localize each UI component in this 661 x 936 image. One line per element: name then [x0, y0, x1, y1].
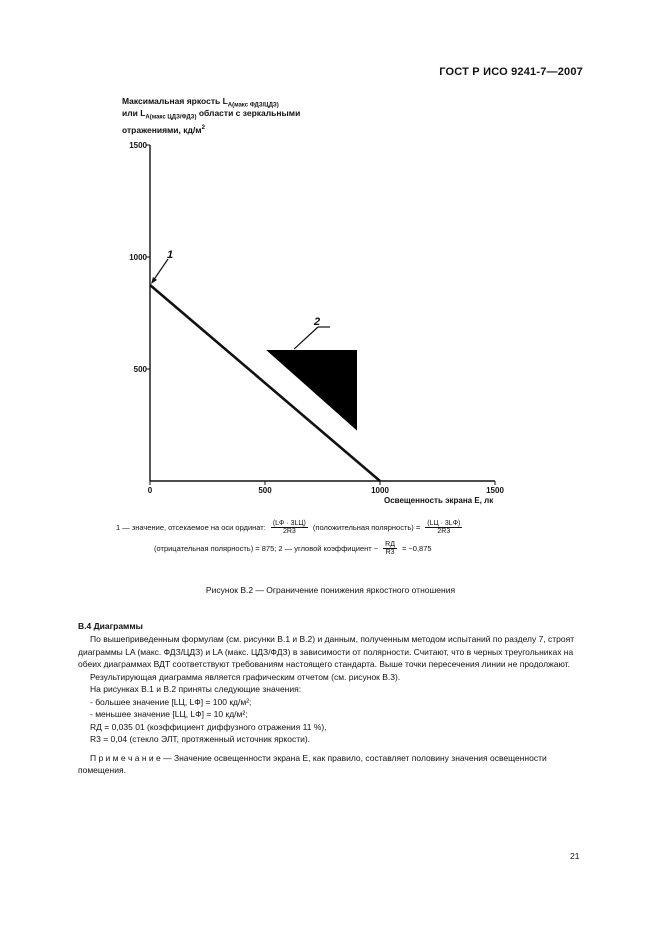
paragraph-7: R3 = 0,04 (стекло ЭЛТ, протяженный источник яркости). — [90, 734, 311, 744]
paragraph-3: На рисунках В.1 и В.2 приняты следующие значения: — [90, 684, 302, 694]
x-axis-label: Освещенность экрана E, лк — [384, 496, 494, 505]
y-axis-label-line-3: отражениями, $кд/м^2$ — [122, 124, 205, 135]
note-text: — Значение освещенности экрана E, как правило, составляет половину значения освещенности помещения. — [78, 752, 547, 775]
paragraph-4: - большее значение [LЦ, LФ] = 100 кд/м²; — [90, 696, 252, 707]
fraction-2: (LЦ · 3LФ) 2R3 — [427, 520, 461, 535]
figure-caption: Рисунок В.2 — Ограничение понижения яркостного отношения — [205, 585, 456, 595]
chart-marks — [150, 259, 380, 481]
fraction-1: (LФ · 3LЦ) 2R3 — [272, 520, 306, 535]
marker-1-arrowhead — [151, 277, 157, 284]
section-title: В.4 Диаграммы — [78, 621, 143, 631]
x-tick-label: 1500 — [486, 486, 504, 495]
legend-line-2-text: (отрицательная полярность) = 875; 2 — угловой коэффициент − — [154, 544, 379, 553]
y-tick-label: 1500 — [129, 141, 147, 150]
marker-1-leader — [153, 259, 168, 281]
x-tick-label: 1000 — [371, 486, 389, 495]
paragraph-6: RД = 0,035 01 (коэффициент диффузного отражения 11 %), — [90, 721, 327, 732]
note-label: П р и м е ч а н и е — [90, 752, 161, 763]
y-tick-label: 500 — [133, 365, 147, 374]
legend-line-1-text-b: (положительная полярность) = — [312, 523, 421, 532]
note — [78, 752, 583, 777]
marker-2-label: 2 — [314, 316, 321, 328]
legend-line-1-text: 1 — значение, отсекаемое на оси ординат: — [116, 523, 266, 532]
paragraph-1: По вышеприведенным формулам (см. рисунки В.1 и В.2) и данным, полученным методом испытаний по разделу 7, строят диаграммы LA (макс. ФДЗ/ЦДЗ) и LA (макс. ЦДЗ/ФДЗ) в зависимости от полярности. Считают, что в черных треугольниках на обеих диаграммах ВДТ соответствуют требованиям настоящего стандарта. Выше точки пересечения линии не продолжают. — [78, 634, 575, 669]
document-header: ГОСТ Р ИСО 9241-7—2007 — [439, 66, 583, 78]
y-tick-label: 1000 — [129, 253, 147, 262]
section-body — [78, 633, 583, 777]
marker-2-leader — [294, 327, 318, 349]
paragraph-2: Результирующая диаграмма является графическим отчетом (см. рисунок В.3). — [90, 671, 401, 682]
marker-1-label: 1 — [167, 249, 174, 261]
paragraph-5: - меньшее значение [LЦ, LФ] = 10 кд/м²; — [90, 709, 248, 719]
x-tick-label: 0 — [147, 486, 153, 495]
page-number: 21 — [570, 851, 580, 861]
x-tick-label: 500 — [258, 486, 272, 495]
y-axis-label-line-1: Максимальная яркость $L_{A(макс ФДЗ/ЦДЗ)}$ — [122, 96, 279, 109]
y-axis-label-line-2: или $L_{A(макс ЦДЗ/ФДЗ)}$ области с зеркальными — [122, 108, 301, 121]
legend-line-2-text-b: = −0,875 — [401, 544, 432, 553]
fraction-3: RД R3 — [385, 541, 395, 556]
black-triangle — [266, 350, 357, 431]
figure-legend — [116, 520, 546, 556]
